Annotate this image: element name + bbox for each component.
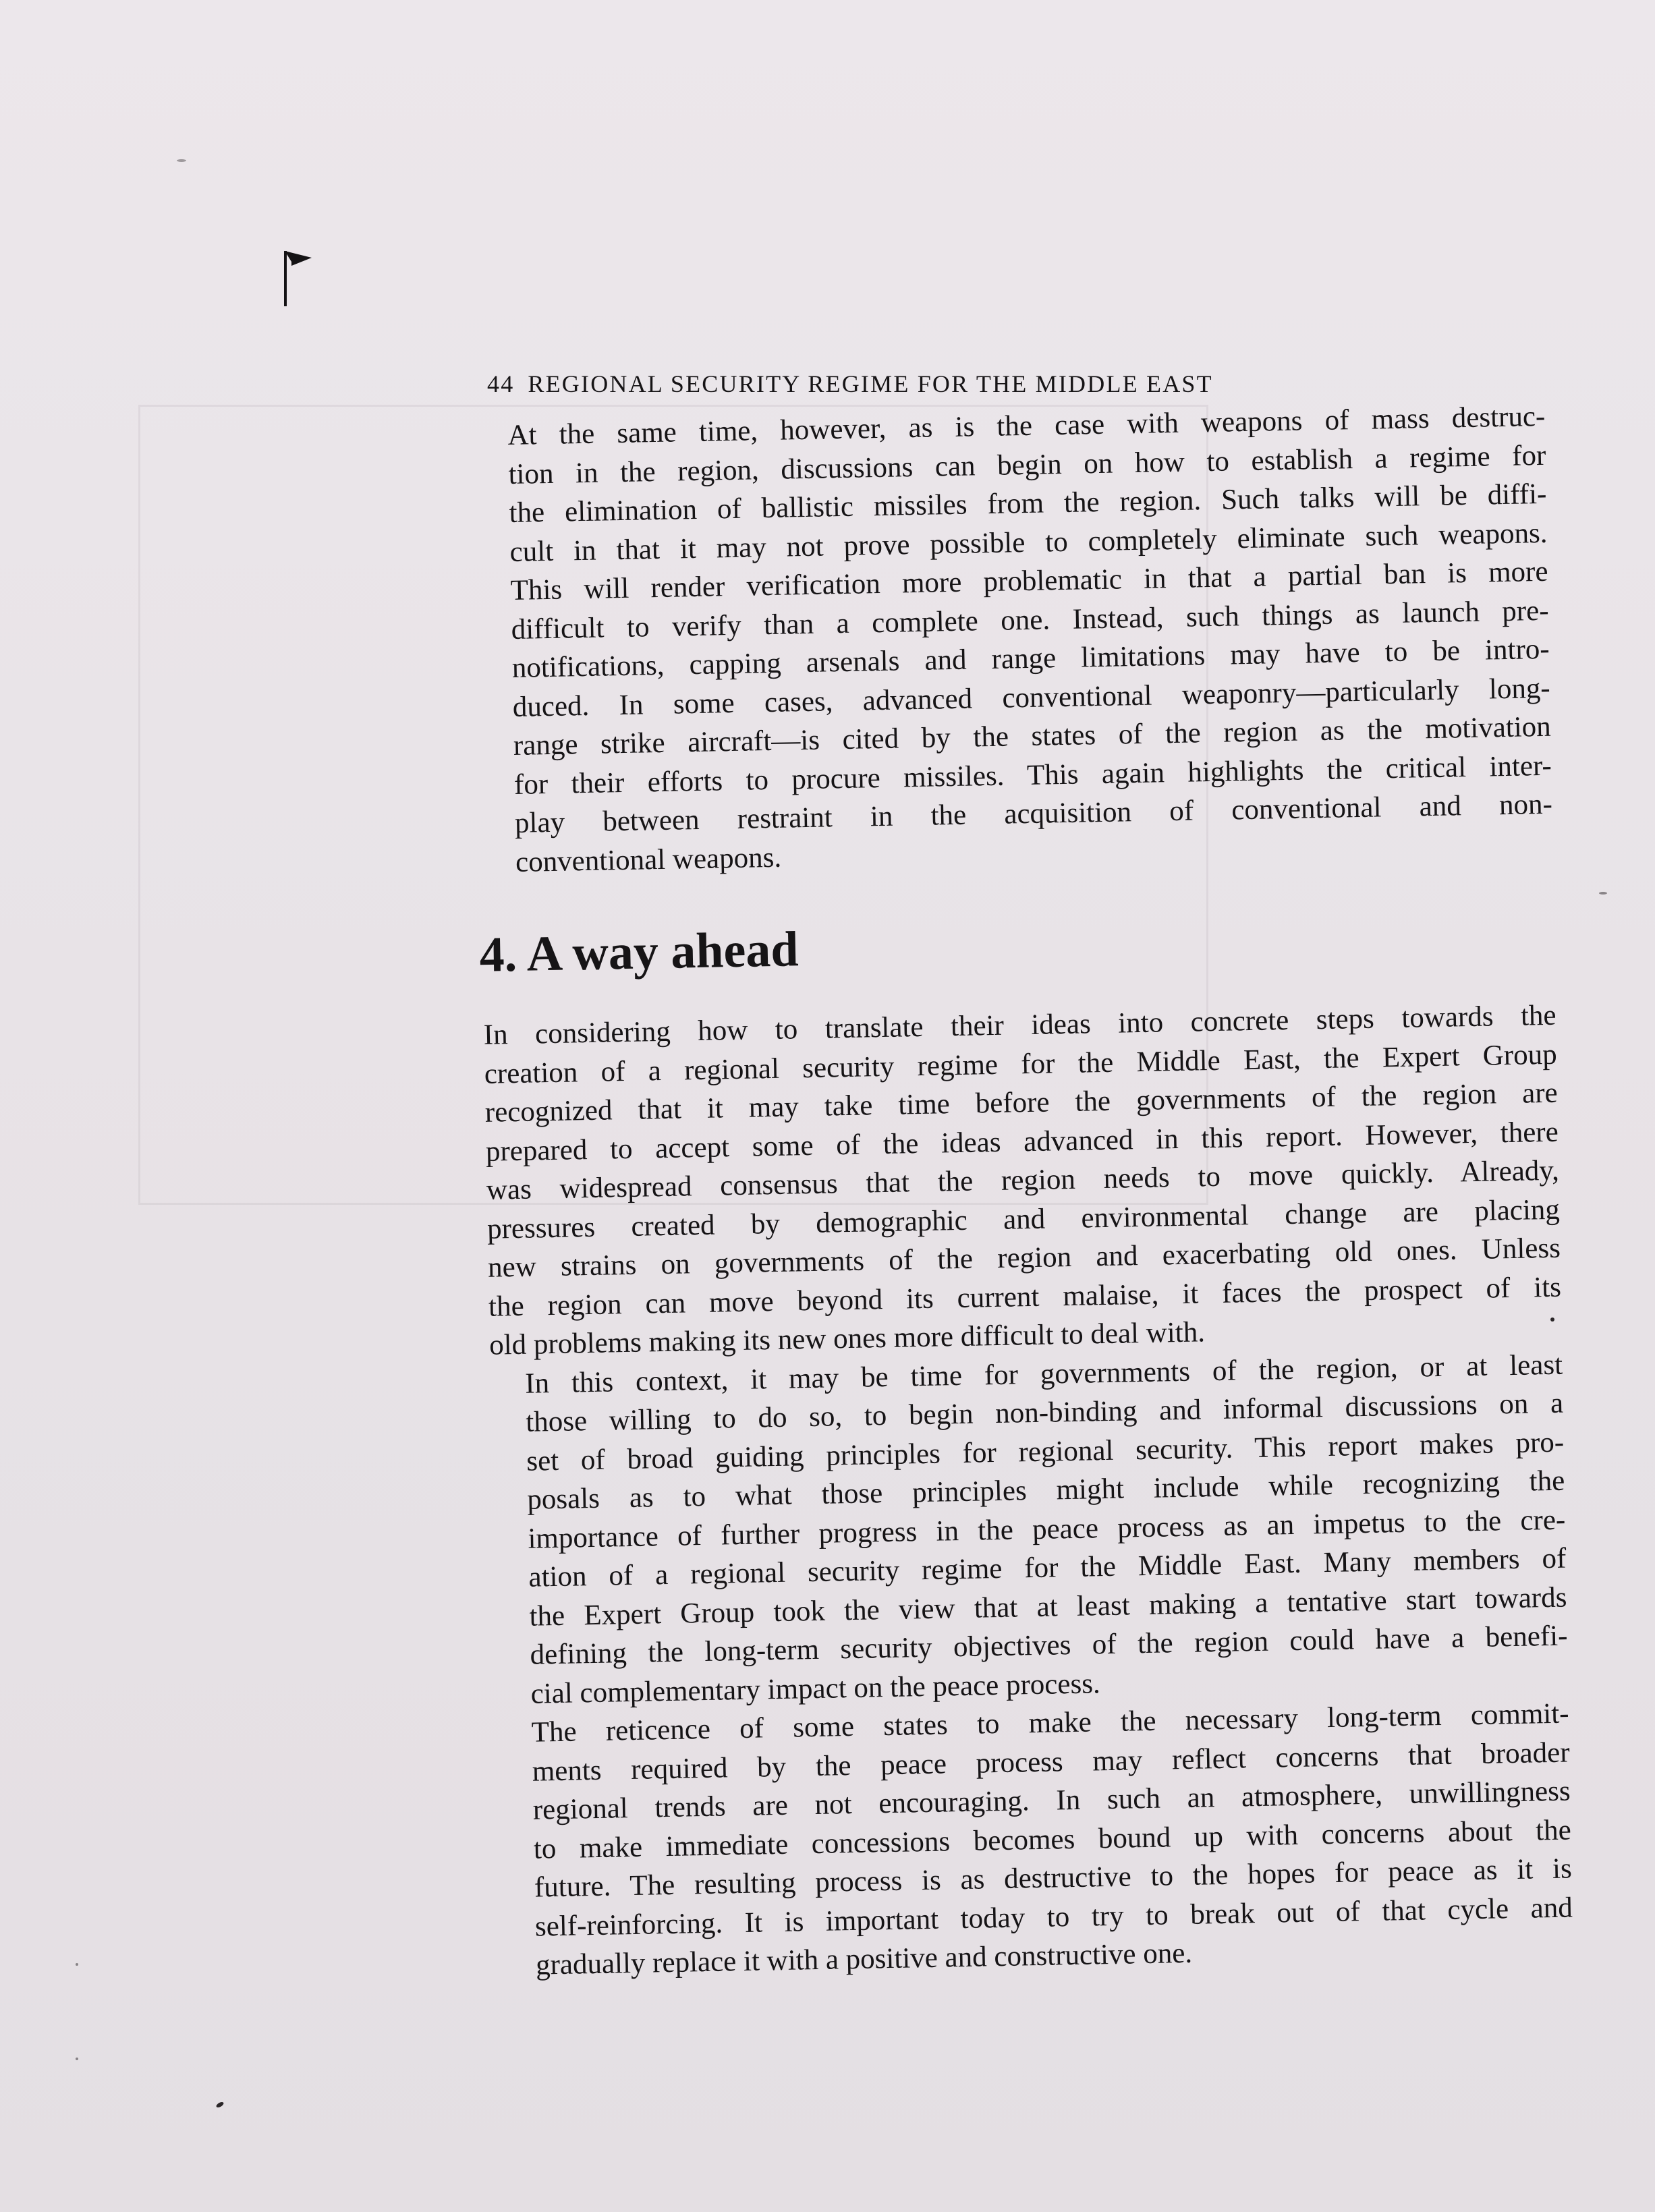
text-line: old problems making its new ones more difficult to deal with. — [488, 1316, 1206, 1361]
text-line: regional trends are not encouraging. In such an atmosphere, unwillingness — [532, 1775, 1571, 1826]
text-line: creation of a regional security regime for the Middle East, the Expert Group — [484, 1038, 1558, 1090]
body-text — [472, 397, 1573, 1985]
text-line: the region can move beyond its current malaise, it faces the prospect of its — [488, 1271, 1562, 1323]
text-line: the Expert Group took the view that at least making a tentative start towards — [529, 1581, 1567, 1633]
paragraph-4 — [496, 1695, 1573, 1986]
text-line: difficult to verify than a complete one. Instead, such things as launch pre- — [511, 594, 1549, 646]
text-line: self-reinforcing. It is important today to try to break out of that cycle and — [534, 1891, 1573, 1943]
text-line: the elimination of ballistic missiles from the region. Such talks will be diffi- — [509, 478, 1547, 530]
speck-mark — [76, 2058, 78, 2060]
text-line: range strike aircraft—is cited by the states of the region as the motivation — [513, 710, 1552, 762]
speck-mark — [1599, 892, 1607, 895]
text-line: those willing to do so, to begin non-binding and informal discussions on a — [525, 1387, 1564, 1438]
text-line: posals as to what those principles might include while recognizing the — [526, 1465, 1565, 1516]
text-line: This will render verification more problematic in that a partial ban is more — [510, 555, 1548, 606]
text-line: defining the long-term security objectives of the region could have a benefi- — [530, 1620, 1568, 1671]
text-line: cial complementary impact on the peace process. — [530, 1667, 1101, 1710]
text-line: The reticence of some states to make the necessary long-term commit- — [531, 1697, 1569, 1749]
text-line: cult in that it may not prove possible to completely eliminate such weapons. — [509, 517, 1548, 568]
paragraph-1 — [472, 397, 1553, 882]
text-line: recognized that it may take time before the governments of the region are — [484, 1077, 1559, 1129]
text-line: ments required by the peace process may reflect concerns that broader — [532, 1736, 1570, 1788]
speck-mark — [76, 1963, 78, 1966]
text-line: importance of further progress in the peace process as an impetus to the cre- — [528, 1504, 1566, 1555]
running-head-title: REGIONAL SECURITY REGIME FOR THE MIDDLE EAST — [528, 370, 1213, 397]
text-line: gradually replace it with a positive and constructive one. — [535, 1937, 1193, 1981]
running-head — [487, 370, 1418, 398]
text-line: At the same time, however, as is the case with weapons of mass destruc- — [507, 400, 1546, 452]
paragraph-2 — [483, 996, 1562, 1365]
text-line: tion in the region, discussions can begin on how to establish a regime for — [508, 439, 1546, 490]
text-line: In considering how to translate their ideas into concrete steps towards the — [483, 999, 1556, 1051]
text-line: pressures created by demographic and environmental change are placing — [486, 1193, 1561, 1245]
text-line: play between restraint in the acquisition of conventional and non- — [514, 788, 1553, 839]
text-line: ation of a regional security regime for the Middle East. Many members of — [528, 1542, 1567, 1593]
text-line: In this context, it may be time for governments of the region, or at least — [524, 1349, 1563, 1400]
page-number: 44 — [487, 370, 515, 397]
text-line: set of broad guiding principles for regional security. This report makes pro- — [526, 1426, 1565, 1477]
text-line: new strains on governments of the region and exacerbating old ones. Unless — [487, 1232, 1561, 1284]
text-line: was widespread consensus that the region needs to move quickly. Already, — [486, 1154, 1560, 1206]
section-heading: 4. A way ahead — [478, 921, 800, 983]
text-line: prepared to accept some of the ideas advanced in this report. However, there — [485, 1116, 1559, 1168]
text-line: to make immediate concessions becomes bound up with concerns about the — [533, 1814, 1572, 1865]
text-line: for their efforts to procure missiles. This again highlights the critical inter- — [513, 749, 1552, 801]
text-line: conventional weapons. — [515, 841, 782, 878]
text-line: duced. In some cases, advanced conventional weaponry—particularly long- — [512, 672, 1551, 723]
text-line: notifications, capping arsenals and range limitations may have to be intro- — [511, 633, 1550, 684]
text-line: future. The resulting process is as destructive to the hopes for peace as it is — [534, 1852, 1573, 1904]
paragraph-3 — [490, 1345, 1569, 1714]
flag-mark-icon — [282, 248, 316, 309]
speck-mark — [177, 159, 186, 162]
